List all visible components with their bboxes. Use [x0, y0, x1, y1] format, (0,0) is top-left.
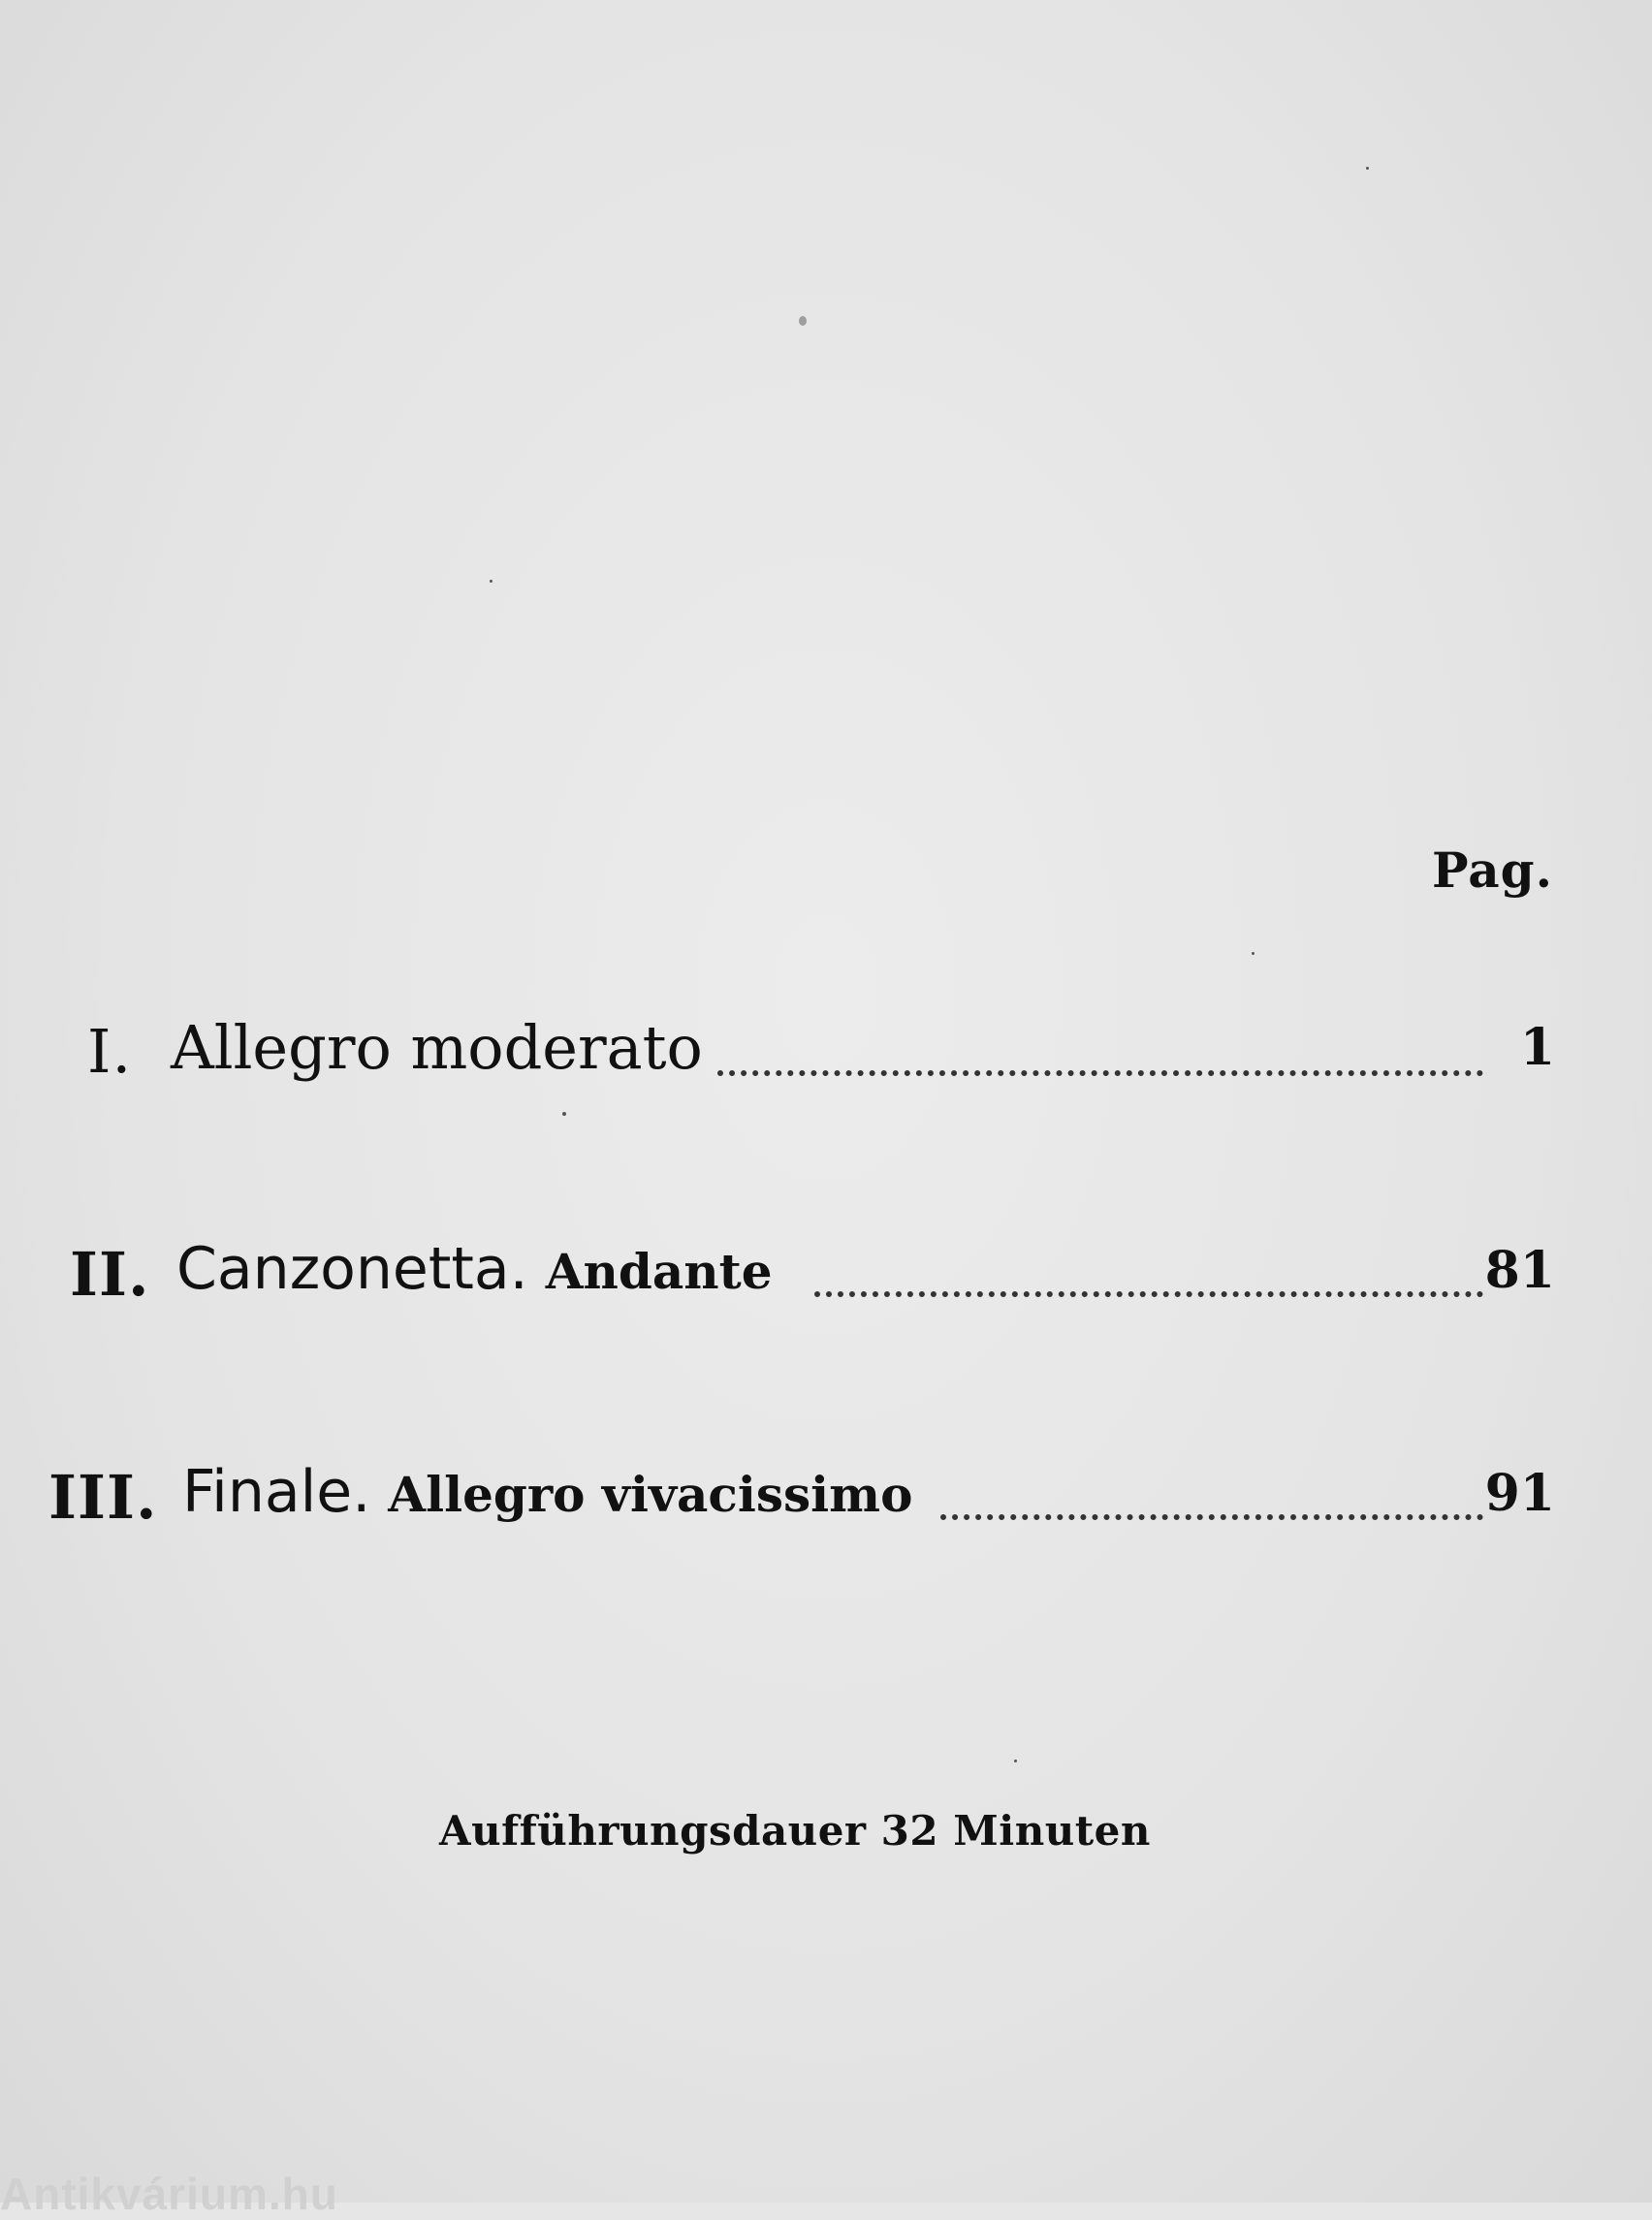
movement-title: Finale.: [182, 1458, 371, 1526]
performance-duration-text: Aufführungsdauer 32 Minuten: [439, 1807, 1151, 1855]
movement-numeral: I.: [87, 1016, 133, 1087]
dot-leader: [717, 1070, 1483, 1076]
page-column-header: Pag.: [1431, 841, 1553, 899]
page-number: 81: [1484, 1241, 1555, 1300]
movement-numeral: III.: [48, 1462, 158, 1533]
tempo-marking: Allegro vivacissimo: [388, 1466, 913, 1523]
paper-speck: [1252, 952, 1255, 955]
movement-title: Allegro moderato: [171, 1012, 703, 1083]
movement-title-group: [176, 1235, 773, 1303]
paper-speck: [490, 580, 492, 583]
performance-duration: [0, 1807, 1590, 1855]
toc-entry: [0, 1231, 1652, 1318]
tempo-marking: Andante: [545, 1243, 773, 1300]
paper-speck: [799, 316, 807, 326]
movement-title-group: [182, 1458, 912, 1526]
movement-numeral: II.: [70, 1239, 150, 1310]
page-number: 91: [1484, 1464, 1555, 1523]
dot-leader: [940, 1514, 1483, 1520]
paper-speck: [562, 1112, 566, 1116]
dot-leader: [814, 1291, 1483, 1297]
toc-entry: [0, 1008, 1652, 1095]
paper-speck: [1014, 1760, 1017, 1762]
toc-entry: [0, 1454, 1652, 1541]
paper-speck: [1366, 167, 1369, 170]
watermark: Antikvárium.hu: [0, 2169, 338, 2219]
movement-title: Canzonetta.: [176, 1235, 528, 1303]
movement-title-group: [171, 1012, 703, 1083]
page-number: 1: [1519, 1018, 1555, 1077]
